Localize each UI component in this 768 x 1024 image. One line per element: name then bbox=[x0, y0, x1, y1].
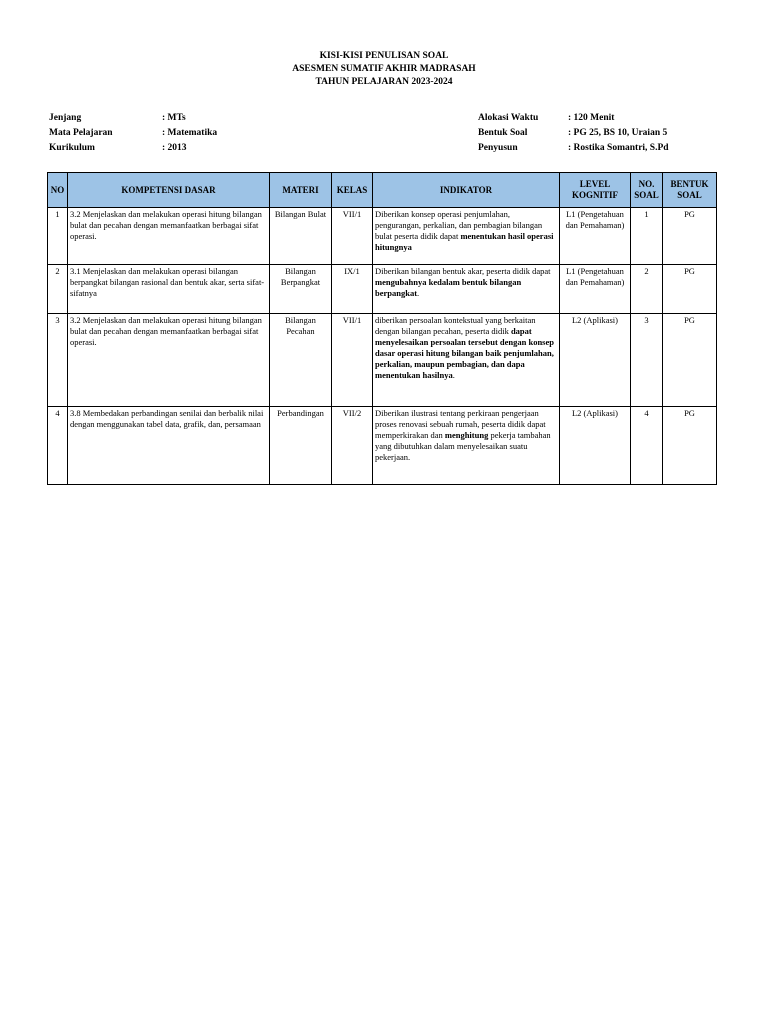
meta-value: : MTs bbox=[162, 113, 186, 123]
indikator-text-end: . bbox=[452, 370, 455, 380]
header-no: NO bbox=[48, 173, 68, 208]
indikator-emphasis: menghitung bbox=[444, 430, 489, 440]
cell-no-soal: 2 bbox=[631, 265, 663, 314]
indikator-text: Diberikan ilustrasi tentang perkiraan pengerjaan proses renovasi sebuah rumah, peserta didik dapat memperkirakan dan bbox=[375, 408, 546, 440]
indikator-text: Diberikan bilangan bentuk akar, peserta didik dapat bbox=[375, 266, 551, 276]
meta-alokasi-waktu bbox=[478, 111, 669, 126]
header-no-soal: NO. SOAL bbox=[631, 173, 663, 208]
cell-indikator bbox=[373, 314, 560, 407]
table-row bbox=[48, 265, 717, 314]
header-level-kognitif: LEVEL KOGNITIF bbox=[560, 173, 631, 208]
header-materi: MATERI bbox=[270, 173, 332, 208]
meta-label: Mata Pelajaran bbox=[49, 128, 113, 138]
cell-no-soal: 3 bbox=[631, 314, 663, 407]
cell-indikator bbox=[373, 265, 560, 314]
cell-no-soal: 4 bbox=[631, 407, 663, 485]
cell-level-kognitif: L1 (Pengetahuan dan Pemahaman) bbox=[560, 265, 631, 314]
cell-kelas: VII/1 bbox=[332, 208, 373, 265]
cell-materi: Perbandingan bbox=[270, 407, 332, 485]
cell-level-kognitif: L2 (Aplikasi) bbox=[560, 407, 631, 485]
table-row bbox=[48, 314, 717, 407]
cell-bentuk-soal: PG bbox=[663, 265, 717, 314]
cell-materi: Bilangan Berpangkat bbox=[270, 265, 332, 314]
cell-materi: Bilangan Pecahan bbox=[270, 314, 332, 407]
indikator-text: Diberikan konsep operasi penjumlahan, pengurangan, perkalian, dan pembagian bilangan bulat peserta didik dapat bbox=[375, 209, 543, 241]
meta-label: Alokasi Waktu bbox=[478, 113, 539, 123]
meta-label: Jenjang bbox=[49, 113, 82, 123]
cell-bentuk-soal: PG bbox=[663, 407, 717, 485]
cell-kompetensi-dasar: 3.2 Menjelaskan dan melakukan operasi hitung bilangan bulat dan pecahan dengan memanfaatkan berbagai sifat operasi. bbox=[68, 314, 270, 407]
meta-bentuk-soal bbox=[478, 126, 669, 141]
title-line-3: TAHUN PELAJARAN 2023-2024 bbox=[315, 77, 453, 87]
header-indikator: INDIKATOR bbox=[373, 173, 560, 208]
meta-value: : 2013 bbox=[162, 143, 187, 153]
meta-label: Penyusun bbox=[478, 143, 518, 153]
cell-materi: Bilangan Bulat bbox=[270, 208, 332, 265]
cell-indikator bbox=[373, 208, 560, 265]
cell-no-soal: 1 bbox=[631, 208, 663, 265]
meta-kurikulum bbox=[49, 141, 217, 156]
meta-label: Bentuk Soal bbox=[478, 128, 528, 138]
cell-kompetensi-dasar: 3.8 Membedakan perbandingan senilai dan berbalik nilai dengan menggunakan tabel data, grafik, dan, persamaan bbox=[68, 407, 270, 485]
cell-bentuk-soal: PG bbox=[663, 314, 717, 407]
cell-kelas: IX/1 bbox=[332, 265, 373, 314]
cell-no: 1 bbox=[48, 208, 68, 265]
indikator-emphasis: menentukan hasil operasi hitungnya bbox=[375, 231, 554, 252]
meta-penyusun bbox=[478, 141, 669, 156]
meta-value: : PG 25, BS 10, Uraian 5 bbox=[568, 128, 668, 138]
meta-value: : Matematika bbox=[162, 128, 218, 138]
cell-no: 3 bbox=[48, 314, 68, 407]
indikator-text-end: pekerja tambahan yang dibutuhkan dalam menyelesaikan suatu pekerjaan. bbox=[375, 430, 551, 462]
indikator-emphasis: dapat menyelesaikan persoalan tersebut dengan konsep dasar operasi hitung bilangan baik penjumlahan, perkalian, maupun pembagian, dan dapa menentukan hasilnya bbox=[375, 326, 554, 380]
meta-mata-pelajaran bbox=[49, 126, 217, 141]
meta-value: : Rostika Somantri, S.Pd bbox=[568, 143, 669, 153]
cell-kelas: VII/1 bbox=[332, 314, 373, 407]
indikator-emphasis: mengubahnya kedalam bentuk bilangan berpangkat bbox=[375, 277, 522, 298]
indikator-text-end: . bbox=[417, 288, 420, 298]
table-header-row bbox=[48, 173, 717, 208]
kisi-kisi-table bbox=[47, 172, 717, 485]
title-line-2: ASESMEN SUMATIF AKHIR MADRASAH bbox=[292, 64, 476, 74]
indikator-text: diberikan persoalan kontekstual yang berkaitan dengan bilangan pecahan, peserta didik bbox=[375, 315, 536, 336]
cell-indikator bbox=[373, 407, 560, 485]
meta-left bbox=[49, 111, 217, 156]
meta-label: Kurikulum bbox=[49, 143, 95, 153]
meta-right bbox=[478, 111, 669, 156]
cell-level-kognitif: L1 (Pengetahuan dan Pemahaman) bbox=[560, 208, 631, 265]
table-row bbox=[48, 208, 717, 265]
table-row bbox=[48, 407, 717, 485]
header-kompetensi-dasar: KOMPETENSI DASAR bbox=[68, 173, 270, 208]
cell-kelas: VII/2 bbox=[332, 407, 373, 485]
cell-no: 4 bbox=[48, 407, 68, 485]
cell-level-kognitif: L2 (Aplikasi) bbox=[560, 314, 631, 407]
title-line-1: KISI-KISI PENULISAN SOAL bbox=[319, 51, 449, 61]
cell-kompetensi-dasar: 3.1 Menjelaskan dan melakukan operasi bilangan berpangkat bilangan rasional dan bentuk akar, serta sifat-sifatnya bbox=[68, 265, 270, 314]
document-title bbox=[0, 50, 768, 89]
meta-jenjang bbox=[49, 111, 217, 126]
header-kelas: KELAS bbox=[332, 173, 373, 208]
cell-kompetensi-dasar: 3.2 Menjelaskan dan melakukan operasi hitung bilangan bulat dan pecahan dengan memanfaatkan berbagai sifat operasi. bbox=[68, 208, 270, 265]
cell-no: 2 bbox=[48, 265, 68, 314]
meta-value: : 120 Menit bbox=[568, 113, 615, 123]
cell-bentuk-soal: PG bbox=[663, 208, 717, 265]
header-bentuk-soal: BENTUK SOAL bbox=[663, 173, 717, 208]
